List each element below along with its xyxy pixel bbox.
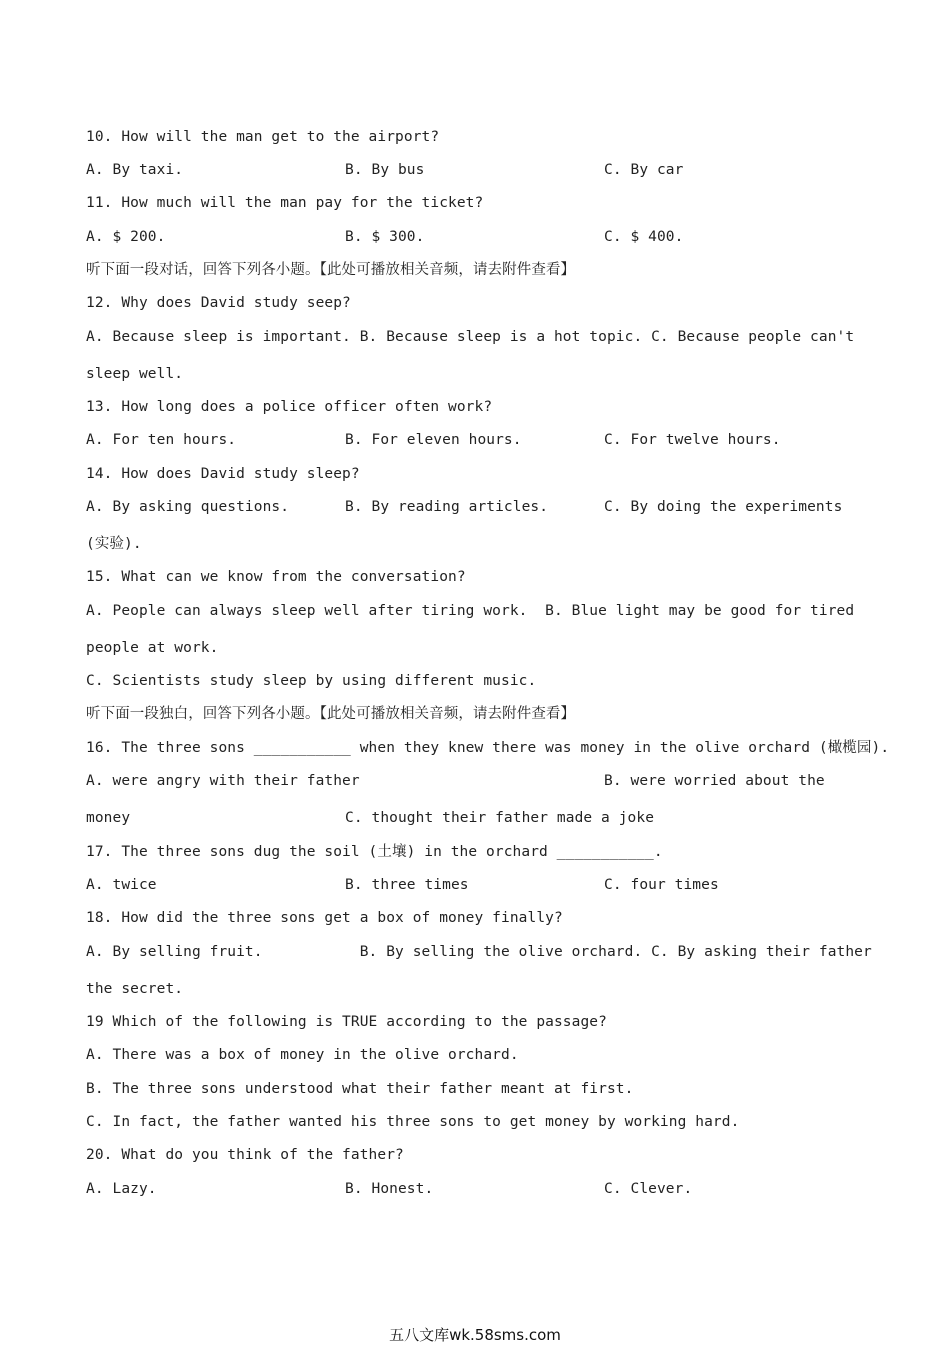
- option-c: C. For twelve hours.: [604, 432, 781, 448]
- option-a: A. By asking questions.: [86, 499, 290, 515]
- option-b: B. By reading articles.: [345, 499, 549, 515]
- question-stem: 16. The three sons ___________ when they knew there was money in the olive orchard (橄榄园).: [86, 740, 890, 756]
- option-b: B. were worried about the: [604, 773, 825, 789]
- answer-option-c: C. Scientists study sleep by using different music.: [86, 673, 537, 689]
- option-a: A. Lazy.: [86, 1181, 157, 1197]
- option-c: C. Clever.: [604, 1181, 693, 1197]
- option-b: B. For eleven hours.: [345, 432, 522, 448]
- answer-options-line: A. By selling fruit. B. By selling the olive orchard. C. By asking their father: [86, 944, 872, 960]
- answer-options-continuation: (实验).: [86, 536, 142, 552]
- option-c: C. $ 400.: [604, 229, 684, 245]
- question-stem: 19 Which of the following is TRUE according to the passage?: [86, 1014, 607, 1030]
- answer-options-continuation: people at work.: [86, 640, 219, 656]
- question-stem: 18. How did the three sons get a box of money finally?: [86, 910, 563, 926]
- option-c: C. four times: [604, 877, 719, 893]
- section-instruction: 听下面一段对话，回答下列各小题。【此处可播放相关音频，请去附件查看】: [86, 262, 576, 278]
- answer-option-a: A. There was a box of money in the olive orchard.: [86, 1047, 519, 1063]
- option-c: C. By doing the experiments: [604, 499, 843, 515]
- section-instruction: 听下面一段独白，回答下列各小题。【此处可播放相关音频，请去附件查看】: [86, 706, 576, 722]
- question-stem: 17. The three sons dug the soil (土壤) in the orchard ___________.: [86, 844, 663, 860]
- answer-options-continuation: sleep well.: [86, 366, 184, 382]
- option-a: A. For ten hours.: [86, 432, 237, 448]
- option-b: B. three times: [345, 877, 469, 893]
- option-c: C. thought their father made a joke: [345, 810, 655, 826]
- answer-option-c: C. In fact, the father wanted his three sons to get money by working hard.: [86, 1114, 740, 1130]
- option-a: A. twice: [86, 877, 157, 893]
- question-stem: 15. What can we know from the conversation?: [86, 569, 466, 585]
- option-b-continuation: money: [86, 810, 131, 826]
- option-b: B. By bus: [345, 162, 425, 178]
- question-stem: 10. How will the man get to the airport?: [86, 129, 440, 145]
- question-stem: 14. How does David study sleep?: [86, 466, 360, 482]
- question-stem: 12. Why does David study seep?: [86, 295, 351, 311]
- option-c: C. By car: [604, 162, 684, 178]
- question-stem: 13. How long does a police officer often work?: [86, 399, 493, 415]
- option-b: B. $ 300.: [345, 229, 425, 245]
- answer-option-b: B. The three sons understood what their father meant at first.: [86, 1081, 634, 1097]
- answer-options-row: [86, 1180, 693, 1270]
- option-a: A. By taxi.: [86, 162, 184, 178]
- option-a: A. $ 200.: [86, 229, 166, 245]
- answer-options-line: A. People can always sleep well after tiring work. B. Blue light may be good for tired: [86, 603, 855, 619]
- question-stem: 11. How much will the man pay for the ticket?: [86, 195, 484, 211]
- footer-watermark: 五八文库wk.58sms.com: [389, 1326, 561, 1344]
- answer-options-line: A. Because sleep is important. B. Because sleep is a hot topic. C. Because people can't: [86, 329, 855, 345]
- option-a: A. were angry with their father: [86, 773, 360, 789]
- answer-options-continuation: the secret.: [86, 981, 184, 997]
- question-stem: 20. What do you think of the father?: [86, 1147, 404, 1163]
- option-b: B. Honest.: [345, 1181, 434, 1197]
